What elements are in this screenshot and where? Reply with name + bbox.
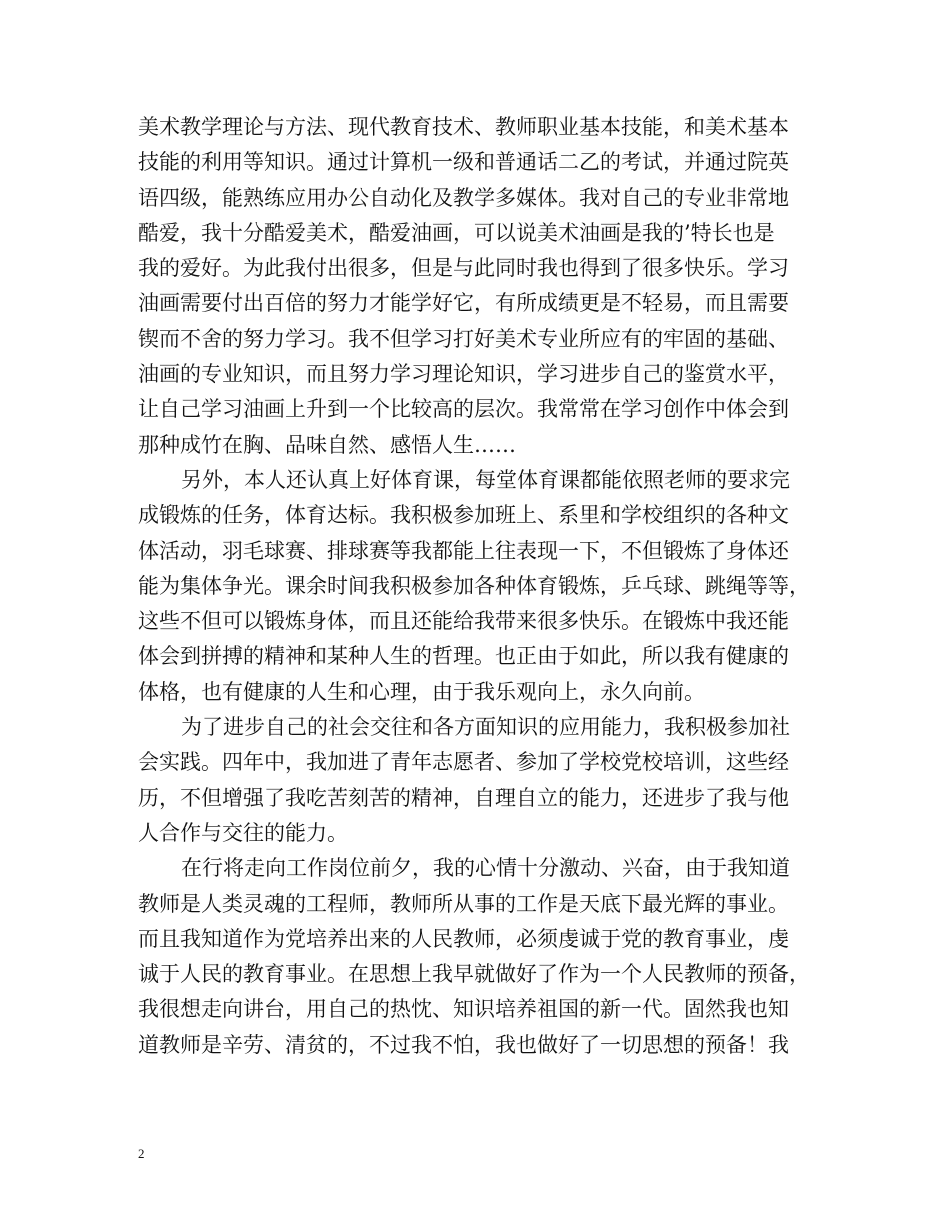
- text-line: 能为集体争光。课余时间我积极参加各种体育锻炼，乒乓球、跳绳等等，: [138, 573, 810, 598]
- text-line: 我的爱好。为此我付出很多，但是与此同时我也得到了很多快乐。学习: [138, 256, 789, 281]
- text-line: 教师是人类灵魂的工程师，教师所从事的工作是天底下最光辉的事业。: [138, 891, 789, 916]
- text-line: 成锻炼的任务，体育达标。我积极参加班上、系里和学校组织的各种文: [138, 503, 789, 528]
- text-line: 酷爱，我十分酷爱美术，酷爱油画，可以说美术油画是我的’特长也是: [138, 220, 775, 245]
- text-line: 我很想走向讲台，用自己的热忱、知识培养祖国的新一代。固然我也知: [138, 997, 789, 1022]
- text-line: 油画的专业知识，而且努力学习理论知识，学习进步自己的鉴赏水平，: [138, 362, 789, 387]
- document-body: [138, 110, 818, 1063]
- text-line: 人合作与交往的能力。: [138, 820, 348, 845]
- text-line: 历，不但增强了我吃苦刻苦的精神，自理自立的能力，还进步了我与他: [138, 785, 789, 810]
- text-line: 而且我知道作为党培养出来的人民教师，必须虔诚于党的教育事业，虔: [138, 926, 789, 951]
- text-line: 油画需要付出百倍的努力才能学好它，有所成绩更是不轻易，而且需要: [138, 291, 789, 316]
- text-line: 会实践。四年中，我加进了青年志愿者、参加了学校党校培训，这些经: [138, 750, 789, 775]
- text-line: 锲而不舍的努力学习。我不但学习打好美术专业所应有的牢固的基础、: [138, 326, 789, 351]
- text-line: 语四级，能熟练应用办公自动化及教学多媒体。我对自己的专业非常地: [138, 185, 789, 210]
- text-line: 道教师是辛劳、清贫的，不过我不怕，我也做好了一切思想的预备！我: [138, 1032, 789, 1057]
- page-number: 2: [138, 1146, 145, 1161]
- text-line: 让自己学习油画上升到一个比较高的层次。我常常在学习创作中体会到: [138, 397, 789, 422]
- text-line: 为了进步自己的社会交往和各方面知识的应用能力，我积极参加社: [181, 715, 790, 740]
- text-line: 在行将走向工作岗位前夕，我的心情十分激动、兴奋，由于我知道: [181, 856, 790, 881]
- text-line: 诚于人民的教育事业。在思想上我早就做好了作为一个人民教师的预备，: [138, 962, 810, 987]
- text-line: 技能的利用等知识。通过计算机一级和普通话二乙的考试，并通过院英: [138, 150, 789, 175]
- text-line: 体会到拼搏的精神和某种人生的哲理。也正由于如此，所以我有健康的: [138, 644, 789, 669]
- text-line: 美术教学理论与方法、现代教育技术、教师职业基本技能，和美术基本: [138, 115, 789, 139]
- text-line: 这些不但可以锻炼身体，而且还能给我带来很多快乐。在锻炼中我还能: [138, 609, 789, 634]
- text-line: 体活动，羽毛球赛、排球赛等我都能上往表现一下，不但锻炼了身体还: [138, 538, 789, 563]
- text-line: 那种成竹在胸、品味自然、感悟人生……: [138, 432, 516, 457]
- text-line: 另外，本人还认真上好体育课，每堂体育课都能依照老师的要求完: [181, 467, 790, 492]
- text-line: 体格，也有健康的人生和心理，由于我乐观向上，永久向前。: [138, 679, 705, 704]
